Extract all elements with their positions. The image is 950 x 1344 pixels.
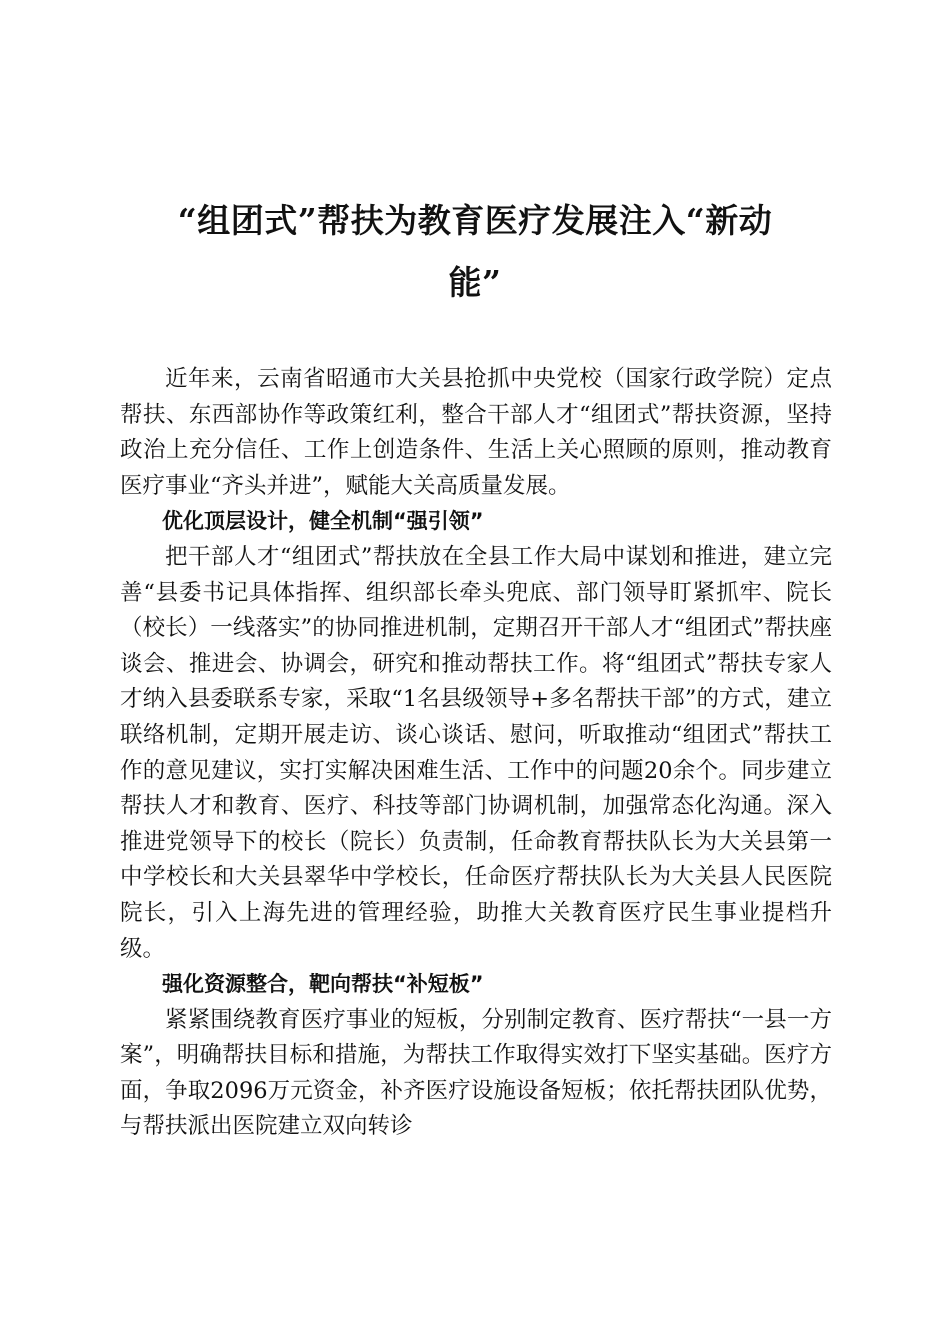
document-title [120,190,830,314]
section-1-paragraph: 把干部人才“组团式”帮扶放在全县工作大局中谋划和推进，建立完善“县委书记具体指挥、组织部长牵头兜底、部门领导盯紧抓牢、院长（校长）一线落实”的协同推进机制，定期召开干部人才“组团式”帮扶座谈会、推进会、协调会，研究和推动帮扶工作。将“组团式”帮扶专家人才纳入县委联系专家，采取“1名县级领导+多名帮扶干部”的方式，建立联络机制，定期开展走访、谈心谈话、慰问，听取推动“组团式”帮扶工作的意见建议，实打实解决困难生活、工作中的问题20余个。同步建立帮扶人才和教育、医疗、科技等部门协调机制，加强常态化沟通。深入推进党领导下的校长（院长）负责制，任命教育帮扶队长为大关县第一中学校长和大关县翠华中学校长，任命医疗帮扶队长为大关县人民医院院长，引入上海先进的管理经验，助推大关教育医疗民生事业提档升级。 [120,543,832,962]
document-body [120,362,832,1145]
title-line-2: 能” [448,263,502,302]
section-2-paragraph: 紧紧围绕教育医疗事业的短板，分别制定教育、医疗帮扶“一县一方案”，明确帮扶目标和措施，为帮扶工作取得实效打下坚实基础。医疗方面，争取2096万元资金，补齐医疗设施设备短板；依托帮扶团队优势，与帮扶派出医院建立双向转诊 [120,1006,832,1140]
section-heading-2: 强化资源整合，靶向帮扶“补短板” [162,972,484,997]
intro-paragraph: 近年来，云南省昭通市大关县抢抓中央党校（国家行政学院）定点帮扶、东西部协作等政策红利，整合干部人才“组团式”帮扶资源，坚持政治上充分信任、工作上创造条件、生活上关心照顾的原则，推动教育医疗事业“齐头并进”，赋能大关高质量发展。 [120,366,832,499]
title-line-1: “组团式”帮扶为教育医疗发展注入“新动 [177,201,773,240]
section-heading-1: 优化顶层设计，健全机制“强引领” [162,509,484,534]
